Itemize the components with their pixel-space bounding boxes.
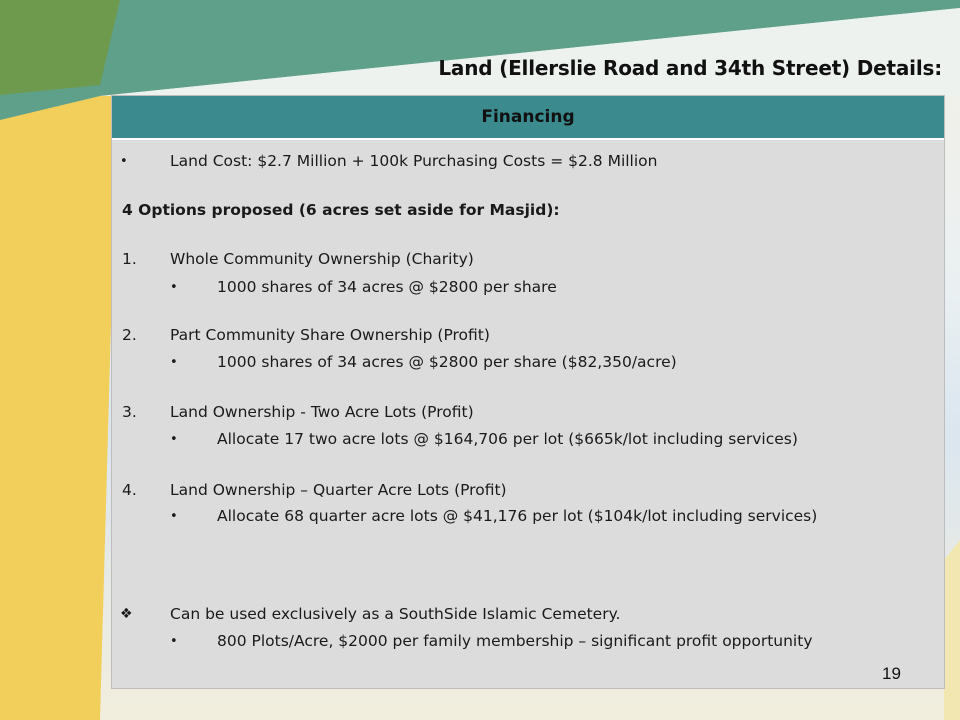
- option-number: 3.: [122, 403, 137, 421]
- bullet-dot: •: [170, 355, 178, 370]
- page-number: 19: [882, 664, 901, 683]
- bullet-dot: •: [170, 509, 178, 524]
- bottom-right-glow: [944, 540, 960, 720]
- panel-header-label: Financing: [481, 107, 575, 127]
- option-detail: 1000 shares of 34 acres @ $2800 per share ($82,350/acre): [217, 353, 677, 371]
- option-label: Land Ownership - Two Acre Lots (Profit): [170, 403, 474, 421]
- bullet-dot: •: [170, 432, 178, 447]
- option-label: Land Ownership – Quarter Acre Lots (Profit): [170, 481, 507, 499]
- bullet-dot: •: [120, 154, 128, 169]
- option-detail: Allocate 68 quarter acre lots @ $41,176 per lot ($104k/lot including services): [217, 507, 818, 525]
- option-number: 1.: [122, 250, 137, 268]
- financing-panel: [112, 96, 944, 688]
- bullet-dot: •: [170, 280, 178, 295]
- land-cost-text: Land Cost: $2.7 Million + 100k Purchasing Costs = $2.8 Million: [170, 152, 658, 170]
- cemetery-label: Can be used exclusively as a SouthSide Islamic Cemetery.: [170, 605, 621, 623]
- slide-title: Land (Ellerslie Road and 34th Street) Details:: [438, 56, 942, 80]
- panel-header: [112, 96, 944, 140]
- diamond-bullet-icon: ❖: [120, 606, 133, 622]
- cemetery-detail: 800 Plots/Acre, $2000 per family membership – significant profit opportunity: [217, 632, 813, 650]
- options-heading: 4 Options proposed (6 acres set aside for Masjid):: [122, 201, 560, 219]
- option-label: Whole Community Ownership (Charity): [170, 250, 474, 268]
- option-number: 4.: [122, 481, 137, 499]
- option-detail: 1000 shares of 34 acres @ $2800 per share: [217, 278, 557, 296]
- option-detail: Allocate 17 two acre lots @ $164,706 per lot ($665k/lot including services): [217, 430, 798, 448]
- bullet-dot: •: [170, 634, 178, 649]
- option-number: 2.: [122, 326, 137, 344]
- option-label: Part Community Share Ownership (Profit): [170, 326, 490, 344]
